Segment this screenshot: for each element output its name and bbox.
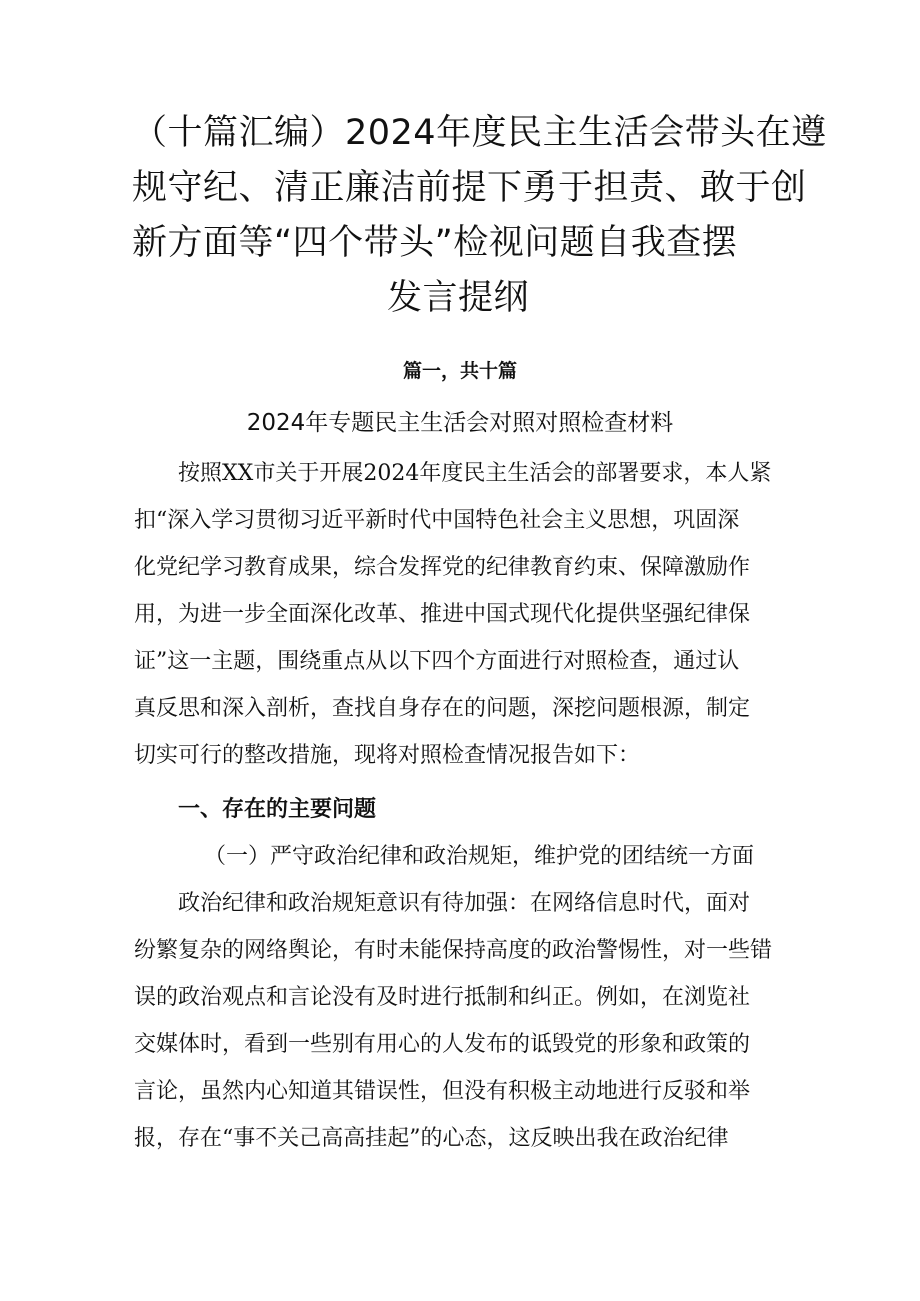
section-label: 篇一，共十篇 bbox=[402, 360, 517, 382]
paragraph-line: 按照XX市关于开展2024年度民主生活会的部署要求，本人紧 bbox=[178, 461, 772, 486]
paragraph-line: 言论，虽然内心知道其错误性，但没有积极主动地进行反驳和举 bbox=[134, 1079, 751, 1104]
document-subtitle: 2024年专题民主生活会对照对照检查材料 bbox=[246, 410, 674, 436]
paragraph-line: 纷繁复杂的网络舆论，有时未能保持高度的政治警惕性，对一些错 bbox=[134, 938, 773, 963]
paragraph-line: 化党纪学习教育成果，综合发挥党的纪律教育约束、保障激励作 bbox=[134, 555, 751, 580]
title-line: （十篇汇编）2024年度民主生活会带头在遵 bbox=[132, 113, 827, 153]
document-title bbox=[132, 106, 827, 326]
title-line: 发言提纲 bbox=[386, 278, 529, 318]
subsection-heading: （一）严守政治纪律和政治规矩，维护党的团结统一方面 bbox=[204, 844, 755, 869]
title-line: 新方面等“四个带头”检视问题自我查摆 bbox=[132, 223, 738, 263]
title-line: 规守纪、清正廉洁前提下勇于担责、敢于创 bbox=[132, 168, 807, 208]
paragraph-line: 政治纪律和政治规矩意识有待加强：在网络信息时代，面对 bbox=[178, 891, 751, 916]
paragraph-line: 切实可行的整改措施，现将对照检查情况报告如下： bbox=[134, 743, 641, 768]
paragraph-line: 报，存在“事不关己高高挂起”的心态，这反映出我在政治纪律 bbox=[134, 1126, 729, 1151]
paragraph-line: 证”这一主题，围绕重点从以下四个方面进行对照检查，通过认 bbox=[134, 649, 740, 674]
body-paragraph bbox=[134, 880, 794, 1162]
intro-paragraph bbox=[134, 450, 794, 779]
paragraph-line: 用，为进一步全面深化改革、推进中国式现代化提供坚强纪律保 bbox=[134, 602, 751, 627]
paragraph-line: 交媒体时，看到一些别有用心的人发布的诋毁党的形象和政策的 bbox=[134, 1032, 751, 1057]
paragraph-line: 真反思和深入剖析，查找自身存在的问题，深挖问题根源，制定 bbox=[134, 696, 751, 721]
section-heading: 一、存在的主要问题 bbox=[178, 797, 377, 822]
paragraph-line: 扣“深入学习贯彻习近平新时代中国特色社会主义思想，巩固深 bbox=[134, 508, 740, 533]
paragraph-line: 误的政治观点和言论没有及时进行抵制和纠正。例如，在浏览社 bbox=[134, 985, 751, 1010]
